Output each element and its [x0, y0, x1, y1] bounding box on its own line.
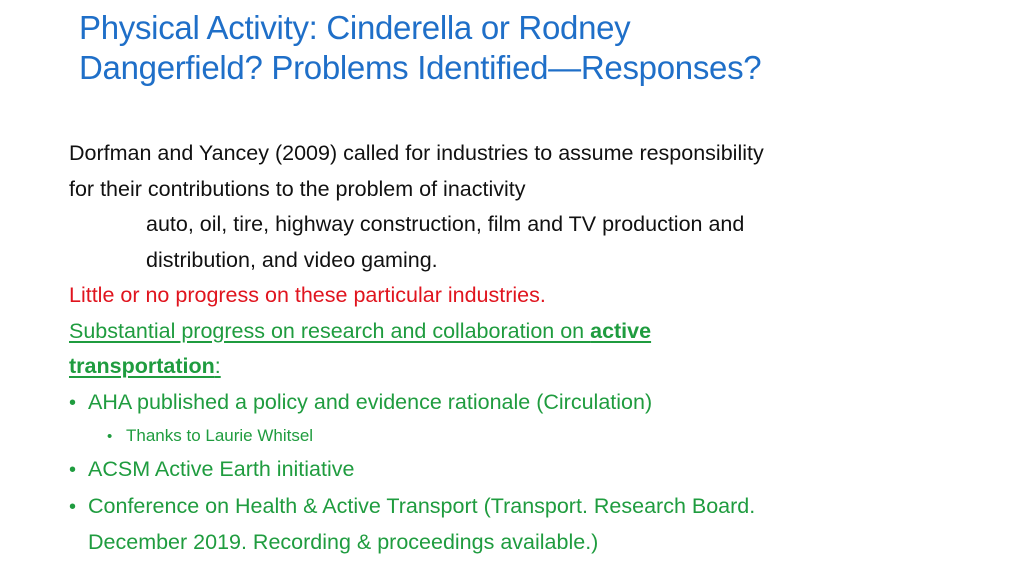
substantial-progress-line-1	[69, 314, 989, 350]
little-progress-line: Little or no progress on these particular industries.	[69, 283, 546, 307]
paragraph-line-2: for their contributions to the problem of inactivity	[69, 176, 526, 201]
slide-title	[79, 8, 999, 88]
active-bold-text: active	[590, 318, 652, 343]
bullet-text-aha: AHA published a policy and evidence rationale (Circulation)	[88, 389, 653, 414]
industries-line-1: auto, oil, tire, highway construction, film and TV production and	[146, 212, 745, 236]
bullet-icon: •	[69, 495, 77, 518]
sub-bullet-text-thanks: Thanks to Laurie Whitsel	[126, 426, 314, 445]
bullet-text-acsm: ACSM Active Earth initiative	[88, 457, 355, 481]
title-line-1: Physical Activity: Cinderella or Rodney	[79, 9, 631, 46]
transportation-bold-text: transportation	[69, 354, 215, 378]
sub-bullet-item-thanks	[69, 421, 989, 452]
paragraph-line-1: Dorfman and Yancey (2009) called for industries to assume responsibility	[69, 141, 764, 165]
substantial-progress-line-2	[69, 349, 989, 385]
bullet-icon: •	[69, 459, 77, 481]
substantial-progress-text: Substantial progress on research and collaboration on	[69, 318, 591, 343]
bullet-item-acsm	[69, 452, 989, 489]
bullet-item-conference	[69, 489, 989, 526]
sub-bullet-icon: •	[107, 428, 113, 445]
bullet-text-conference-2: December 2019. Recording & proceedings available.)	[88, 530, 599, 554]
colon-text: :	[214, 354, 221, 378]
title-line-2: Dangerfield? Problems Identified—Responses?	[79, 49, 762, 86]
industries-line-2: distribution, and video gaming.	[146, 247, 438, 272]
bullet-item-aha	[69, 385, 989, 422]
bullet-text-conference-1: Conference on Health & Active Transport (Transport. Research Board.	[88, 493, 756, 518]
bullet-icon: •	[69, 391, 77, 414]
slide-body	[69, 136, 989, 561]
